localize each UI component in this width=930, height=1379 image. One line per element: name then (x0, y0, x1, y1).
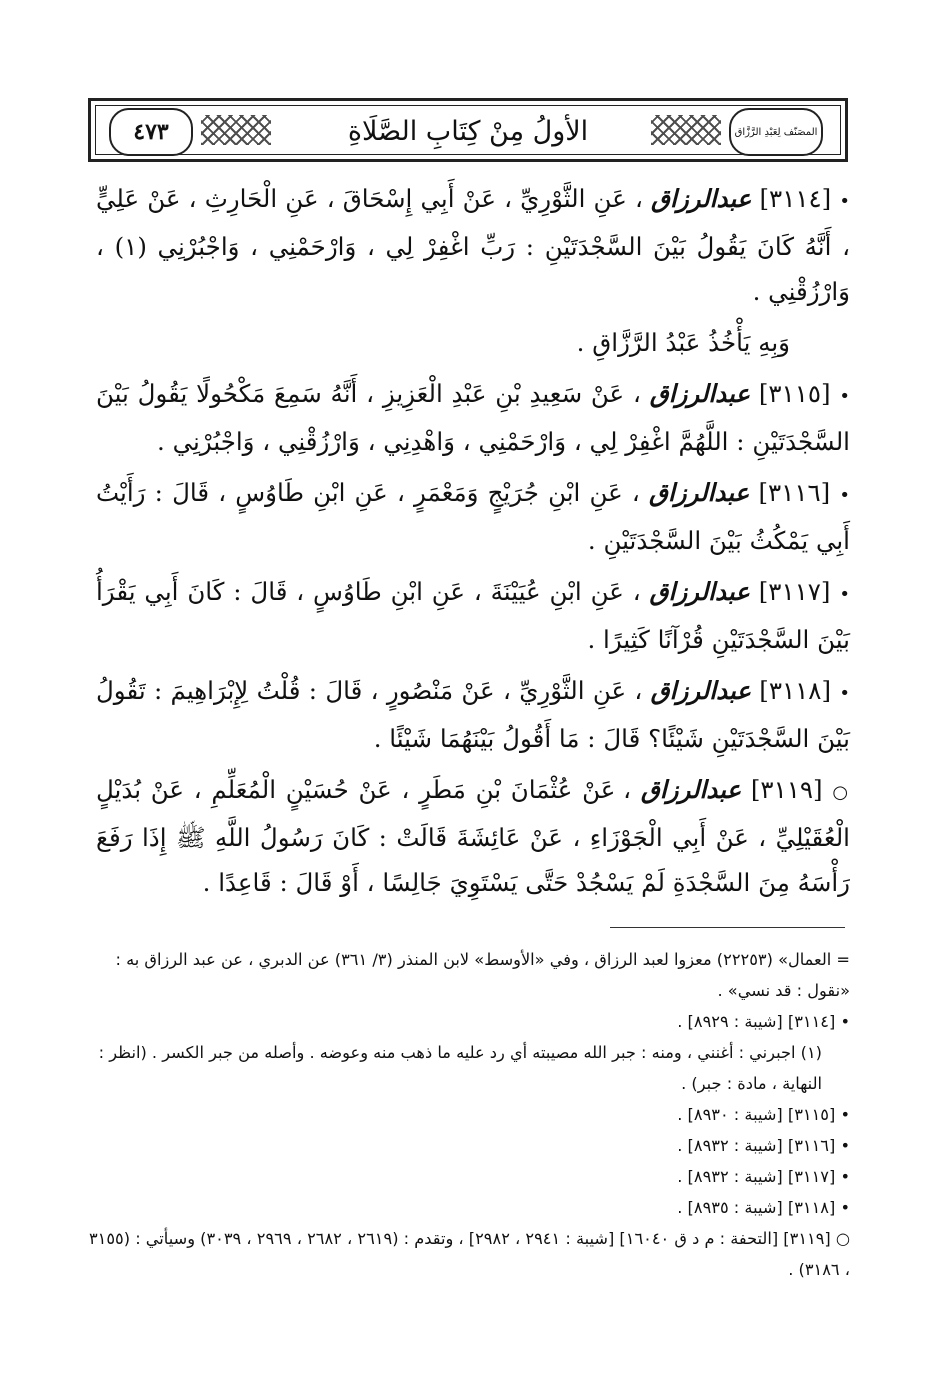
hadith-text: ، عَنِ ابْنِ عُيَيْنَةَ ، عَنِ ابْنِ طَاوُسٍ ، قَالَ : كَانَ أَبِي يَقْرَأُ بَيْنَ السَّجْدَتَيْنِ قُرْآنًا كَثِيرًا . (96, 577, 850, 654)
footnote-continuation: = العمال» (٢٢٢٥٣) معزوا لعبد الرزاق ، وفي «الأوسط» لابن المنذر (٣/ ٣٦١) عن الدبري ، عن عبد الرزاق به : «نقول : قد نسي» . (115, 950, 850, 1000)
hadith-3115 (96, 371, 850, 464)
page-number-medallion (109, 108, 193, 156)
hadith-narrator: عبدالرزاق (640, 775, 742, 804)
footnote-ref-3116: • [٣١١٦] [شيبة : ٨٩٣٢] . (677, 1136, 850, 1155)
footnotes (86, 944, 850, 1285)
hadith-bullet: • (839, 584, 850, 605)
footnote-1: (١) اجبرني : أغنني ، ومنه : جبر الله مصيبته أي رد عليه ما ذهب منه وعوضه . وأصله من جبر الكسر . (انظر : النهاية ، مادة : جبر) . (98, 1043, 822, 1093)
header-title: الأولُ مِنْ كِتَابِ الصَّلَاةِ (347, 115, 589, 147)
hadith-3116 (96, 470, 850, 563)
book-seal-medallion (729, 108, 823, 156)
hadith-text: ، عَنْ عُثْمَانَ بْنِ مَطَرٍ ، عَنْ حُسَيْنٍ الْمُعَلِّمِ ، عَنْ بُدَيْلٍ الْعُقَيْلِيِّ ، عَنْ أَبِي الْجَوْزَاءِ ، عَنْ عَائِشَةَ قَالَتْ : كَانَ رَسُولُ اللَّهِ ﷺ إِذَا رَفَعَ رَأْسَهُ مِنَ السَّجْدَةِ لَمْ يَسْجُدْ حَتَّى يَسْتَوِيَ جَالِسًا ، أَوْ قَالَ : قَاعِدًا . (96, 775, 850, 897)
hadith-3117 (96, 569, 850, 662)
book-seal-text: المصَنّف لِعَبْدِ الرَّزَّاق (734, 126, 818, 138)
hadith-number: [٣١١٩] (750, 775, 823, 804)
hadith-bullet: • (839, 485, 850, 506)
hadith-number: [٣١١٥] (758, 379, 831, 408)
hadith-3119 (96, 767, 850, 905)
hadith-text: ، عَنِ الثَّوْرِيِّ ، عَنْ مَنْصُورٍ ، قَالَ : قُلْتُ لِإِبْرَاهِيمَ : تَقُولُ بَيْنَ السَّجْدَتَيْنِ شَيْئًا؟ قَالَ : مَا أَقُولُ بَيْنَهُمَا شَيْئًا . (96, 676, 850, 753)
hadith-number: [٣١١٧] (758, 577, 831, 606)
main-text (96, 176, 850, 911)
footnote-ref-3118: • [٣١١٨] [شيبة : ٨٩٣٥] . (677, 1198, 850, 1217)
hadith-3118 (96, 668, 850, 761)
hadith-number: [٣١١٦] (758, 478, 831, 507)
hadith-narrator: عبدالرزاق (650, 676, 751, 705)
hadith-number: [٣١١٨] (759, 676, 832, 705)
page-header (88, 98, 848, 162)
hadith-bullet: • (839, 683, 850, 704)
hadith-number: [٣١١٤] (759, 184, 832, 213)
hadith-3114 (96, 176, 850, 314)
hadith-bullet: • (839, 191, 850, 212)
header-ornament-right (651, 115, 721, 145)
footnote-divider (610, 927, 845, 928)
hadith-bullet: • (839, 386, 851, 407)
hadith-text: ، عَنِ الثَّوْرِيِّ ، عَنْ أَبِي إِسْحَاقَ ، عَنِ الْحَارِثِ ، عَنْ عَلِيٍّ ، أَنَّهُ كَانَ يَقُولُ بَيْنَ السَّجْدَتَيْنِ : رَبِّ اغْفِرْ لِي ، وَارْحَمْنِي ، وَاجْبُرْنِي (١) ، وَارْزُقْنِي . (96, 184, 851, 306)
hadith-text: ، عَنِ ابْنِ جُرَيْجٍ وَمَعْمَرٍ ، عَنِ ابْنِ طَاوُسٍ ، قَالَ : رَأَيْتُ أَبِي يَمْكُثُ بَيْنَ السَّجْدَتَيْنِ . (96, 478, 850, 555)
footnote-ref-3117: • [٣١١٧] [شيبة : ٨٩٣٢] . (677, 1167, 850, 1186)
hadith-bullet: ○ (832, 782, 850, 803)
footnote-ref-3119: ○ [٣١١٩] [التحفة : م د ق ١٦٠٤٠] [شيبة : ٢٩٤١ ، ٢٩٨٢] ، وتقدم : (٢٦١٩ ، ٢٦٨٢ ، ٢٩٦٩ ، ٣٠٣٩) وسيأتي : (٣١٥٥ ، ٣١٨٦) . (88, 1229, 850, 1279)
page-number: ٤٧٣ (133, 119, 169, 145)
hadith-text: ، عَنْ سَعِيدِ بْنِ عَبْدِ الْعَزِيزِ ، أَنَّهُ سَمِعَ مَكْحُولًا يَقُولُ بَيْنَ السَّجْدَتَيْنِ : اللَّهُمَّ اغْفِرْ لِي ، وَارْحَمْنِي ، وَاهْدِنِي ، وَارْزُقْنِي ، وَاجْبُرْنِي . (96, 379, 850, 456)
footnote-ref-3115: • [٣١١٥] [شيبة : ٨٩٣٠] . (677, 1105, 850, 1124)
hadith-narrator: عبدالرزاق (649, 577, 750, 606)
hadith-narrator: عبدالرزاق (651, 184, 752, 213)
hadith-narrator: عبدالرزاق (648, 478, 750, 507)
footnote-ref-3114: • [٣١١٤] [شيبة : ٨٩٢٩] . (677, 1012, 850, 1031)
hadith-follow-note: وَبِهِ يَأْخُذُ عَبْدُ الرَّزَّاقِ . (576, 328, 790, 357)
hadith-narrator: عبدالرزاق (649, 379, 750, 408)
